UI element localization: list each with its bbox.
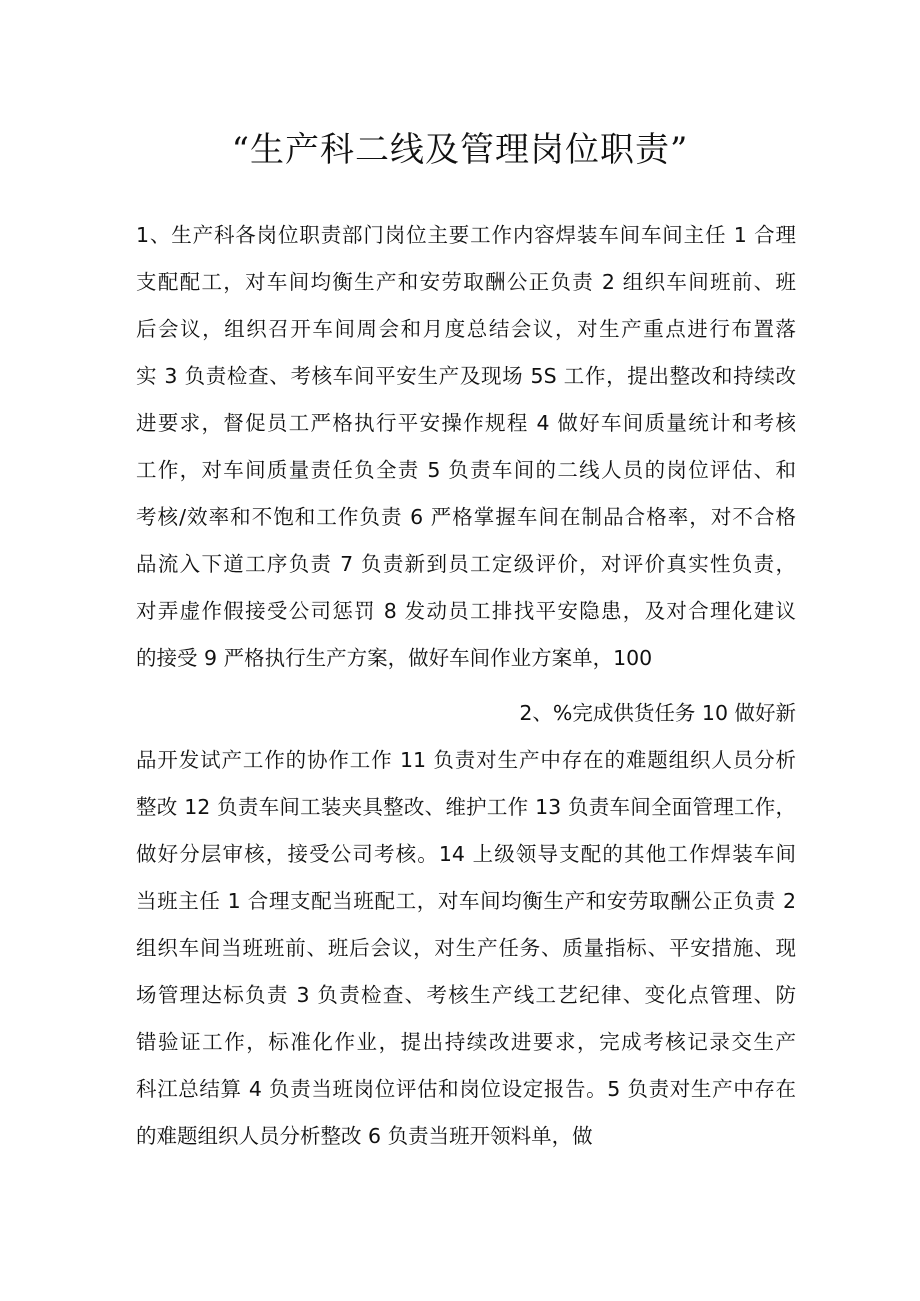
paragraph-1-line: 对弄虚作假接受公司惩罚 8 发动员工排找平安隐患，及对合理化建议 [136, 599, 796, 623]
paragraph-1-line: 的接受 9 严格执行生产方案，做好车间作业方案单，100 [136, 646, 653, 670]
paragraph-1-line: 工作，对车间质量责任负全责 5 负责车间的二线人员的岗位评估、和 [136, 458, 796, 482]
paragraph-1-line: 实 3 负责检查、考核车间平安生产及现场 5S 工作，提出整改和持续改 [136, 364, 796, 388]
paragraph-2-lead-line: 2、%完成供货任务 10 做好新 [519, 701, 796, 725]
paragraph-1-line: 支配配工，对车间均衡生产和安劳取酬公正负责 2 组织车间班前、班 [136, 270, 796, 294]
paragraph-1-line: 进要求，督促员工严格执行平安操作规程 4 做好车间质量统计和考核 [136, 411, 796, 435]
paragraph-2-line: 错验证工作，标准化作业，提出持续改进要求，完成考核记录交生产 [136, 1030, 796, 1054]
paragraph-2-line: 整改 12 负责车间工装夹具整改、维护工作 13 负责车间全面管理工作， [136, 795, 796, 819]
paragraph-2-line: 科江总结算 4 负责当班岗位评估和岗位设定报告。5 负责对生产中存在 [136, 1077, 796, 1101]
paragraph-2-line: 当班主任 1 合理支配当班配工，对车间均衡生产和安劳取酬公正负责 2 [136, 889, 796, 913]
paragraph-1-line: 1、生产科各岗位职责部门岗位主要工作内容焊装车间车间主任 1 合理 [136, 223, 796, 247]
paragraph-2-line: 场管理达标负责 3 负责检查、考核生产线工艺纪律、变化点管理、防 [136, 983, 796, 1007]
paragraph-1-line: 后会议，组织召开车间周会和月度总结会议，对生产重点进行布置落 [136, 317, 796, 341]
document-title: “生产科二线及管理岗位职责” [231, 130, 689, 170]
paragraph-2-line: 做好分层审核，接受公司考核。14 上级领导支配的其他工作焊装车间 [136, 842, 796, 866]
paragraph-1-line: 考核/效率和不饱和工作负责 6 严格掌握车间在制品合格率，对不合格 [136, 505, 796, 529]
paragraph-2-line: 组织车间当班班前、班后会议，对生产任务、质量指标、平安措施、现 [136, 936, 796, 960]
paragraph-2-line: 品开发试产工作的协作工作 11 负责对生产中存在的难题组织人员分析 [136, 748, 796, 772]
paragraph-1-line: 品流入下道工序负责 7 负责新到员工定级评价，对评价真实性负责， [136, 552, 796, 576]
paragraph-2-line: 的难题组织人员分析整改 6 负责当班开领料单，做 [136, 1124, 593, 1148]
